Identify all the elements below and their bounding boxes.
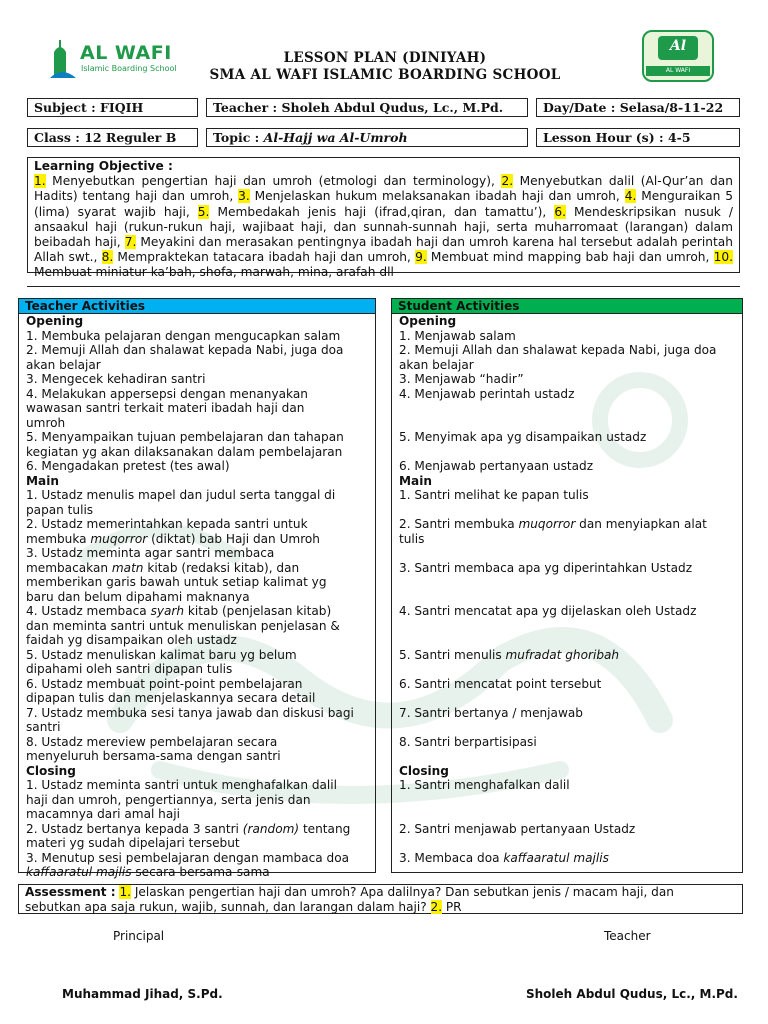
teacher-line-text: tentang [299,821,351,836]
objective-number: 5. [197,204,210,219]
lesson-hour-field: Lesson Hour (s) : 4-5 [536,128,740,147]
student-line: 3. Santri membaca apa yg diperintahkan Ustadz [399,560,693,575]
assessment-box [18,884,743,914]
teacher-line: umroh [26,415,66,430]
student-line: 1. Menjawab salam [399,328,516,343]
student-line: 8. Santri berpartisipasi [399,734,537,749]
topic-label: Topic : [213,130,264,145]
teacher-line-term: kaffaaratul majlis [26,865,132,879]
student-line [399,517,707,532]
student-line-text: 2. Santri membuka [399,517,519,531]
teacher-line-term: matn [111,560,144,575]
student-line: 4. Menjawab perintah ustadz [399,386,575,401]
teacher-line: materi yg sudah dipelajari tersebut [26,836,240,850]
assessment-text: PR [442,899,462,914]
subject-field: Subject : FIQIH [27,98,198,117]
objective-text: Menyebutkan pengertian haji dan umroh (etmologi dan terminology), [45,174,502,189]
objective-text: Mendeskripsikan nusuk / ansaakul haji (rukun-rukun haji, wajibaat haji, dan sunnah-sunnah haji, serta muharromaat (larangan) dalam beibadah haji, [34,204,733,250]
principal-name: Muhammad Jihad, S.Pd. [62,987,223,1001]
teacher-line: wawasan santri terkait materi ibadah haji dan [26,401,305,415]
teacher-line: dipapan tulis dan menjelaskannya secara detail [26,691,316,705]
teacher-field: Teacher : Sholeh Abdul Qudus, Lc., M.Pd. [206,98,528,117]
teacher-line [26,822,350,837]
student-line: 6. Menjawab pertanyaan ustadz [399,459,594,473]
assessment-line [25,900,736,915]
teacher-line-text: kitab (penjelasan kitab) [184,604,332,618]
section-main: Main [399,473,432,488]
teacher-line: memberikan garis bawah untuk setiap kalimat yg [26,575,327,589]
teacher-line [26,561,299,576]
student-line-text: 5. Santri menulis [399,647,506,662]
teacher-line: 1. Membuka pelajaran dengan mengucapkan salam [26,328,341,343]
student-line: 7. Santri bertanya / menjawab [399,705,583,720]
teacher-line: papan tulis [26,502,94,517]
teacher-line: 5. Ustadz menuliskan kalimat baru yg belum [26,647,297,662]
teacher-line-text: 2. Ustadz bertanya kepada 3 santri [26,821,243,836]
assessment-text: Jelaskan pengertian haji dan umroh? Apa dalilnya? Dan sebutkan jenis / macam haji, dan [131,885,674,899]
student-line: 5. Menyimak apa yg disampaikan ustadz [399,430,647,444]
teacher-line: 2. Ustadz memerintahkan kepada santri untuk [26,517,308,531]
teacher-line: santri [26,720,61,734]
student-line: 4. Santri mencatat apa yg dijelaskan oleh Ustadz [399,604,697,618]
logo-left-subtext: Islamic Boarding School [81,64,177,73]
teacher-line: 6. Mengadakan pretest (tes awal) [26,459,230,473]
objective-text: Meyakini dan merasakan pentingnya ibadah haji dan umroh karena hal tersebut adalah perintah Allah swt., [34,235,733,265]
assessment-heading: Assessment : [25,885,116,899]
student-line-term: muqorror [518,517,576,531]
teacher-line-term: muqorror [90,531,148,546]
day-date-field: Day/Date : Selasa/8-11-22 [536,98,740,117]
objective-text: Menguraikan 5 (lima) syarat wajib haji, [34,189,733,219]
teacher-line: baru dan belum dipahami maknanya [26,589,250,604]
student-activities-column [391,298,743,873]
objective-number: 4. [624,189,637,204]
teacher-activities-heading: Teacher Activities [19,299,375,314]
teacher-line: 4. Melakukan appersepsi dengan menanyakan [26,386,308,401]
topic-value: Al-Hajj wa Al-Umroh [263,130,408,145]
teacher-line: macamnya dari amal haji [26,807,180,821]
student-line: 1. Santri menghafalkan dalil [399,778,570,792]
teacher-line: 6. Ustadz membuat point-point pembelajaran [26,676,303,691]
student-activities-heading: Student Activities [392,299,742,314]
teacher-line: 1. Ustadz meminta santri untuk menghafalkan dalil [26,778,338,792]
logo-right-text: Al [669,38,687,54]
student-line: 3. Menjawab “hadir” [399,372,524,386]
teacher-line-text: secara bersama-sama [131,865,270,879]
assessment-text: sebutkan apa saja rukun, wajib, sunnah, dan larangan dalam haji? [25,899,431,914]
principal-label: Principal [113,929,165,943]
objective-text: Membuat miniatur ka’bah, shofa, marwah, mina, arafah dll [34,265,394,280]
teacher-line: dipahami oleh santri dipapan tulis [26,662,233,676]
teacher-name: Sholeh Abdul Qudus, Lc., M.Pd. [526,987,738,1001]
objective-number: 8. [101,250,114,265]
student-line-text: dan menyiapkan alat [575,517,707,531]
teacher-line: akan belajar [26,357,101,372]
teacher-line: 3. Ustadz meminta agar santri membaca [26,546,275,560]
student-line-term: kaffaaratul majlis [503,850,609,865]
teacher-line: faidah yg disampaikan oleh ustadz [26,633,237,647]
learning-objective-box [27,157,740,280]
assessment-line [25,885,736,900]
teacher-line: 2. Memuji Allah dan shalawat kepada Nabi, juga doa [26,343,344,357]
section-closing: Closing [399,763,449,778]
section-opening: Opening [399,314,457,328]
teacher-line: 7. Ustadz membuka sesi tanya jawab dan diskusi bagi [26,705,354,720]
teacher-line: menyeluruh bersama-sama dengan santri [26,749,281,763]
logo-right-subtext: AL WAFI [646,66,710,76]
objective-number: 6. [554,204,566,219]
teacher-line-text: (diktat) bab Haji dan Umroh [147,531,320,546]
objective-number: 10. [713,250,733,265]
teacher-line [26,865,270,880]
teacher-line: dan meminta santri untuk menuliskan penjelasan & [26,618,340,633]
student-line [399,851,609,866]
learning-objective-text [34,174,733,280]
teacher-line-term: (random) [242,821,300,836]
student-line: 2. Santri menjawab pertanyaan Ustadz [399,821,636,836]
teacher-line: 1. Ustadz menulis mapel dan judul serta tanggal di [26,488,336,502]
teacher-line-text: kitab (redaksi kitab), dan [143,560,300,575]
objective-text: Mempraktekan tatacara ibadah haji dan umroh, [113,250,416,265]
teacher-line: 3. Menutup sesi pembelajaran dengan mambaca doa [26,850,350,865]
al-wafi-emblem [642,30,714,82]
teacher-activities-column [18,298,376,879]
section-opening: Opening [26,314,84,328]
learning-objective-heading: Learning Objective : [34,159,173,173]
student-line: akan belajar [399,357,474,372]
teacher-line [26,532,320,547]
class-field: Class : 12 Reguler B [27,128,198,147]
school-name: SMA AL WAFI ISLAMIC BOARDING SCHOOL [209,67,561,83]
student-line: 6. Santri mencatat point tersebut [399,676,602,691]
teacher-label: Teacher [604,929,651,943]
section-main: Main [26,473,59,488]
student-line: 2. Memuji Allah dan shalawat kepada Nabi, juga doa [399,343,717,357]
student-line [399,648,619,663]
teacher-line-text: membacakan [26,560,112,575]
objective-number: 7. [124,235,137,250]
objective-text: Menyebutkan dalil (Al-Qur’an dan Hadits) tentang haji dan umroh, [34,174,733,204]
teacher-line: 5. Menyampaikan tujuan pembelajaran dan tahapan [26,430,344,444]
student-line: 1. Santri melihat ke papan tulis [399,488,589,502]
teacher-line [26,604,331,619]
objective-number: 2. [501,174,514,189]
teacher-line-text: 4. Ustadz membaca [26,604,151,618]
section-closing: Closing [26,763,76,778]
teacher-line: haji dan umroh, pengertiannya, serta jenis dan [26,792,311,807]
logo-left-text: AL WAFI [80,42,172,64]
teacher-line: kegiatan yg akan dilaksanakan dalam pembelajaran [26,444,343,459]
objective-number: 9. [415,250,427,265]
objective-text: Membuat mind mapping bab haji dan umroh, [426,250,714,265]
student-line-term: mufradat ghoribah [505,647,620,662]
objective-number: 1. [34,174,46,189]
teacher-line: 3. Mengecek kehadiran santri [26,372,206,386]
divider [27,286,740,287]
objective-text: Membedakah jenis haji (ifrad,qiran, dan tamattu’), [209,204,555,219]
topic-field [206,128,528,147]
student-line: tulis [399,531,425,546]
assessment-number: 1. [119,885,132,899]
objective-text: Menjelaskan hukum melaksanakan ibadah haji dan umroh, [249,189,625,204]
assessment-number: 2. [430,899,443,914]
document-title: LESSON PLAN (DINIYAH) [283,50,487,66]
teacher-line-text: membuka [26,531,91,546]
student-line-text: 3. Membaca doa [399,850,504,865]
teacher-line: 8. Ustadz mereview pembelajaran secara [26,734,278,749]
objective-number: 3. [238,189,250,204]
teacher-line-term: syarh [150,604,185,618]
